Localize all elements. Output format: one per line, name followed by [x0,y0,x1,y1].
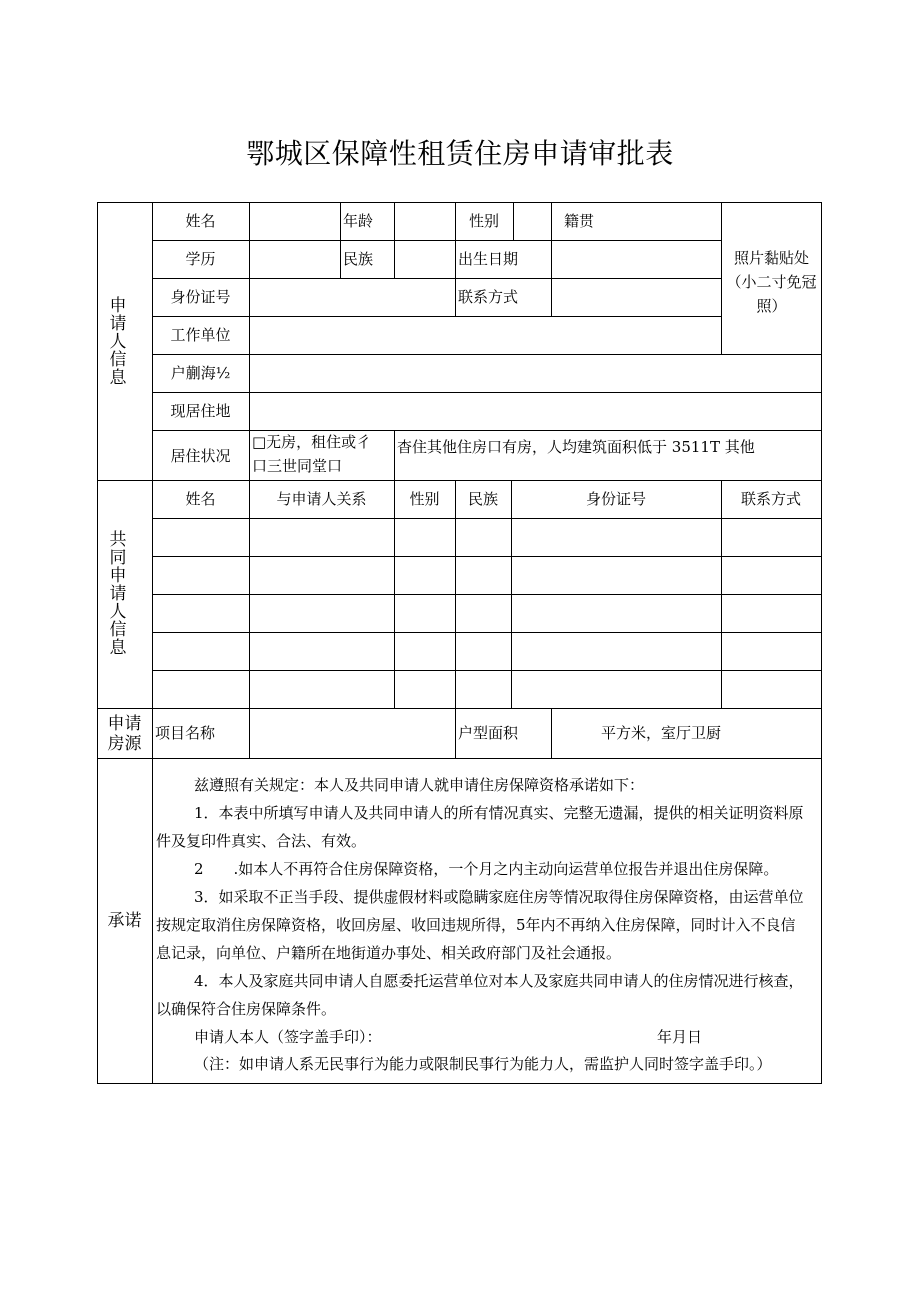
housing-option-three-generations[interactable]: 口三世同堂口 [252,457,343,475]
contact-field[interactable] [552,279,721,316]
commitment-item-2: 2 .如本人不再符合住房保障资格，一个月之内主动向运营单位报告并退出住房保障。 [194,860,779,878]
commitment-intro: 兹遵照有关规定：本人及共同申请人就申请住房保障资格承诺如下： [194,776,645,794]
commitment-item-3a: 3．如采取不正当手段、提供虚假材料或隐瞒家庭住房等情况取得住房保障资格，由运营单位 [194,888,804,906]
id-number-label: 身份证号 [170,288,231,306]
table-row[interactable] [153,671,821,708]
section-line: 房源 [107,734,142,754]
current-address-field[interactable] [250,393,821,430]
housing-status-label: 居住状况 [170,447,231,465]
table-row[interactable] [153,633,821,670]
co-relation-header: 与申请人关系 [276,490,367,508]
section-char: 信 [109,620,127,640]
section-line: 申请 [107,714,142,734]
commitment-item-4b: 以确保符合住房保障条件。 [156,1000,337,1018]
project-name-label: 项目名称 [155,724,216,742]
gender-field[interactable] [514,203,551,240]
signature-label[interactable]: 申请人本人（签字盖手印）： [194,1028,382,1046]
commitment-item-1b: 件及复印件真实、合法、有效。 [156,832,367,850]
co-contact-header: 联系方式 [740,490,801,508]
form-title: 鄂城区保障性租赁住房申请审批表 [246,137,674,170]
native-place-label: 籍贯 [564,212,595,230]
section-char: 请 [109,584,127,604]
photo-line: （小二寸免冠 [726,273,817,291]
education-field[interactable] [250,241,340,278]
ethnicity-field[interactable] [395,241,455,278]
hukou-field[interactable] [250,355,821,392]
commitment-item-4a: 4．本人及家庭共同申请人自愿委托运营单位对本人及家庭共同申请人的住房情况进行核查， [194,972,804,990]
employer-label: 工作单位 [170,326,231,344]
housing-option-other[interactable]: 杳住其他住房口有房，人均建筑面积低于 3511T 其他 [397,438,755,456]
section-char: 信 [109,350,127,370]
section-applicant-info [104,297,132,387]
section-char: 申 [109,296,127,316]
education-label: 学历 [185,250,216,268]
unit-area-label: 户型面积 [458,724,519,742]
section-char: 人 [109,332,127,352]
birthdate-field[interactable] [552,241,721,278]
gender-label: 性别 [469,212,500,230]
name-field[interactable] [250,203,340,240]
section-char: 息 [109,638,127,658]
section-char: 申 [109,566,127,586]
section-commitment: 承诺 [107,911,142,931]
co-gender-header: 性别 [409,490,440,508]
table-row[interactable] [153,519,821,556]
guardian-note: （注：如申请人系无民事行为能力或限制民事行为能力人，需监护人同时签字盖手印。） [194,1055,772,1073]
commitment-text [156,771,822,1023]
employer-field[interactable] [250,317,721,354]
photo-placeholder [722,246,821,318]
section-char: 请 [109,314,127,334]
unit-area-value[interactable]: 平方米，室厅卫厨 [600,724,721,742]
table-row[interactable] [153,557,821,594]
date-label[interactable]: 年月日 [657,1028,703,1046]
section-char: 同 [109,548,127,568]
section-co-applicant-info [104,531,132,657]
housing-option-rent[interactable]: □无房，租住或彳 [252,433,372,451]
section-housing-source [97,714,152,754]
co-ethnicity-header: 民族 [467,490,498,508]
section-char: 共 [109,530,127,550]
photo-line: 照片黏贴处 [733,249,809,267]
commitment-item-3c: 息记录，向单位、户籍所在地街道办事处、相关政府部门及社会通报。 [156,944,622,962]
contact-label: 联系方式 [458,288,519,306]
age-field[interactable] [395,203,455,240]
name-label: 姓名 [185,212,216,230]
commitment-item-1a: 1．本表中所填写申请人及共同申请人的所有情况真实、完整无遗漏，提供的相关证明资料原 [194,804,804,822]
project-name-field[interactable] [250,709,455,758]
co-id-header: 身份证号 [585,490,646,508]
table-row[interactable] [153,595,821,632]
commitment-item-3b: 按规定取消住房保障资格，收回房屋、收回违规所得，5年内不再纳入住房保障，同时计入不良信 [156,916,796,934]
section-char: 息 [109,368,127,388]
birthdate-label: 出生日期 [458,250,519,268]
current-address-label: 现居住地 [170,402,231,420]
hukou-label: 户蒯海½ [170,364,231,382]
id-number-field[interactable] [250,279,455,316]
age-label: 年龄 [343,212,374,230]
photo-line: 照） [756,297,787,315]
ethnicity-label: 民族 [343,250,374,268]
co-name-header: 姓名 [185,490,216,508]
section-char: 人 [109,602,127,622]
